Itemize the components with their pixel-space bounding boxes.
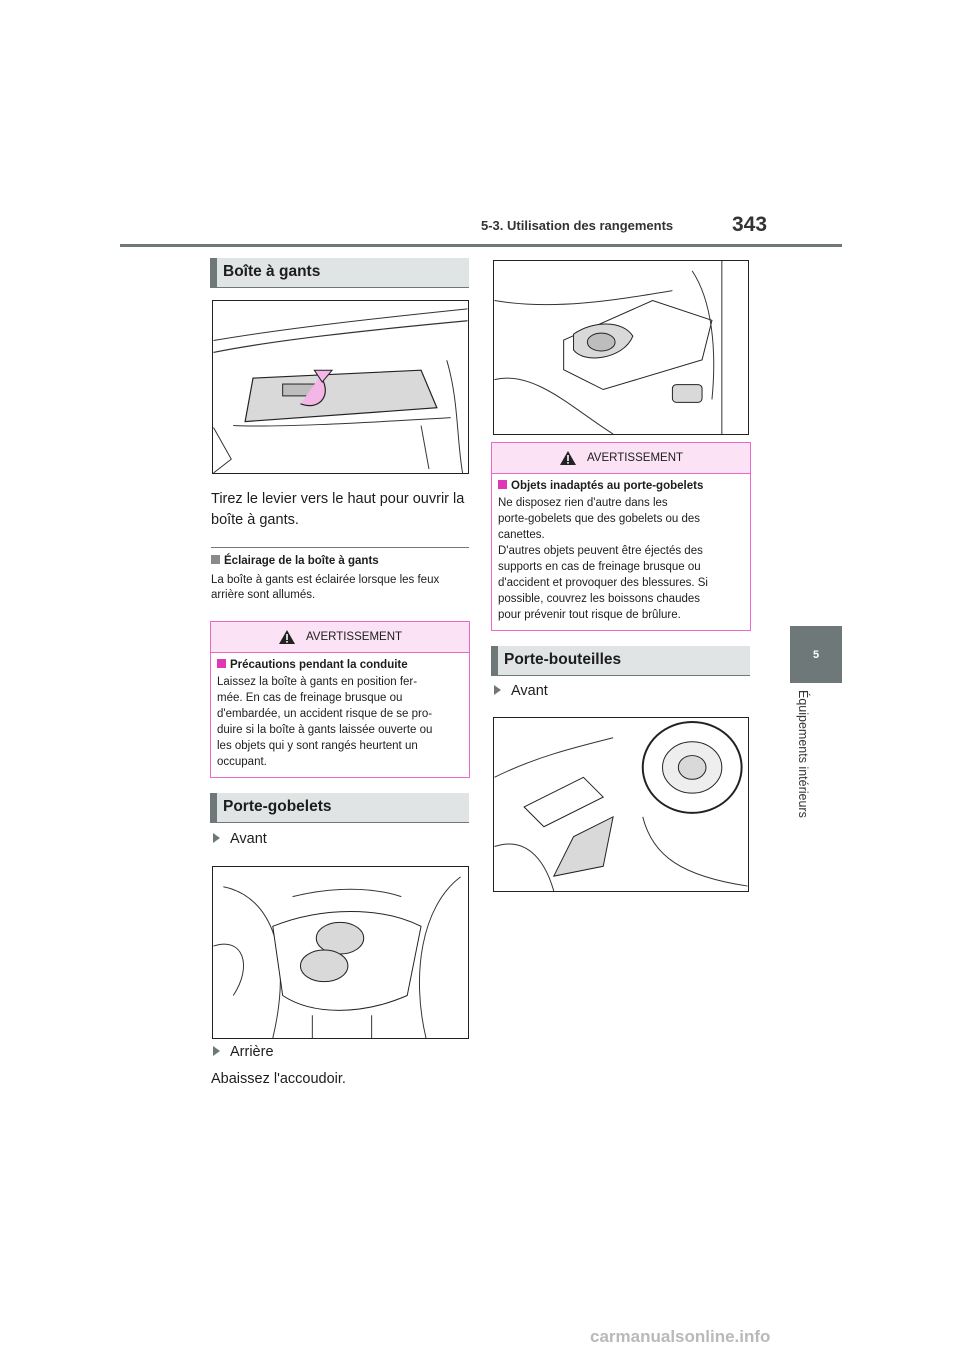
front-label-text: Avant (230, 831, 267, 847)
section-title: 5-3. Utilisation des rangements (481, 218, 674, 233)
rear-label-text: Arrière (230, 1044, 274, 1060)
glovebox-illustration (212, 300, 469, 474)
bottle-holder-illustration (493, 717, 749, 892)
chapter-title: Équipements intérieurs (796, 690, 810, 818)
rear-label (213, 1044, 274, 1060)
warning-box-driving (210, 621, 470, 778)
warning-subheading (211, 653, 469, 671)
chapter-tab[interactable]: 5 (790, 626, 842, 683)
subsection-rule (211, 547, 469, 548)
bottle-holder-drawing (494, 718, 748, 891)
front-label (213, 831, 267, 847)
light-subheading-text: Éclairage de la boîte à gants (224, 555, 379, 567)
bottle-holder-heading: Porte-bouteilles (491, 646, 750, 676)
armrest-instruction: Abaissez l'accoudoir. (211, 1071, 346, 1087)
warning-header (492, 443, 750, 474)
warning-title: AVERTISSEMENT (586, 452, 684, 464)
light-subheading (211, 555, 379, 567)
warning-text: Laissez la boîte à gants en position fer- mée. En cas de freinage brusque ou d'embardée, un accident risque de se pro- duire si la boîte à gants laissée ouverte ou les objets qui y sont rangés heurtent un occupant. (217, 676, 433, 768)
cupholder-heading: Porte-gobelets (210, 793, 469, 823)
square-bullet-icon (217, 659, 226, 668)
warning-box-cupholder (491, 442, 751, 631)
bottle-front-label-text: Avant (511, 683, 548, 699)
triangle-bullet-icon (213, 1046, 220, 1056)
square-bullet-icon (498, 480, 507, 489)
rear-cupholder-drawing (494, 261, 748, 434)
watermark: carmanualsonline.info (590, 1327, 771, 1346)
glovebox-drawing (213, 301, 468, 473)
rear-cupholder-illustration (493, 260, 749, 435)
warning-triangle-icon (559, 450, 577, 466)
glovebox-heading: Boîte à gants (210, 258, 469, 288)
page-number: 343 (732, 213, 768, 236)
triangle-bullet-icon (213, 833, 220, 843)
warning-header (211, 622, 469, 653)
square-bullet-icon (211, 555, 220, 564)
warning-subheading (492, 474, 750, 492)
bottle-front-label (494, 683, 548, 699)
warning-text: Ne disposez rien d'autre dans les porte-gobelets que des gobelets ou des canettes. D'autres objets peuvent être éjectés des supports en cas de freinage brusque ou d'accident et provoquer des blessures. Si possible, couvrez les boissons chaudes pour prévenir tout risque de brûlure. (498, 497, 708, 621)
warning-subheading-text: Précautions pendant la conduite (230, 659, 408, 671)
warning-subheading-text: Objets inadaptés au porte-gobelets (511, 480, 704, 492)
warning-triangle-icon (278, 629, 296, 645)
light-text: La boîte à gants est éclairée lorsque les feux arrière sont allumés. (211, 574, 440, 601)
header-rule (120, 244, 842, 247)
glovebox-instruction: Tirez le levier vers le haut pour ouvrir la boîte à gants. (211, 491, 465, 528)
warning-title: AVERTISSEMENT (305, 631, 403, 643)
front-cupholder-drawing (213, 867, 468, 1038)
front-cupholder-illustration (212, 866, 469, 1039)
triangle-bullet-icon (494, 685, 501, 695)
